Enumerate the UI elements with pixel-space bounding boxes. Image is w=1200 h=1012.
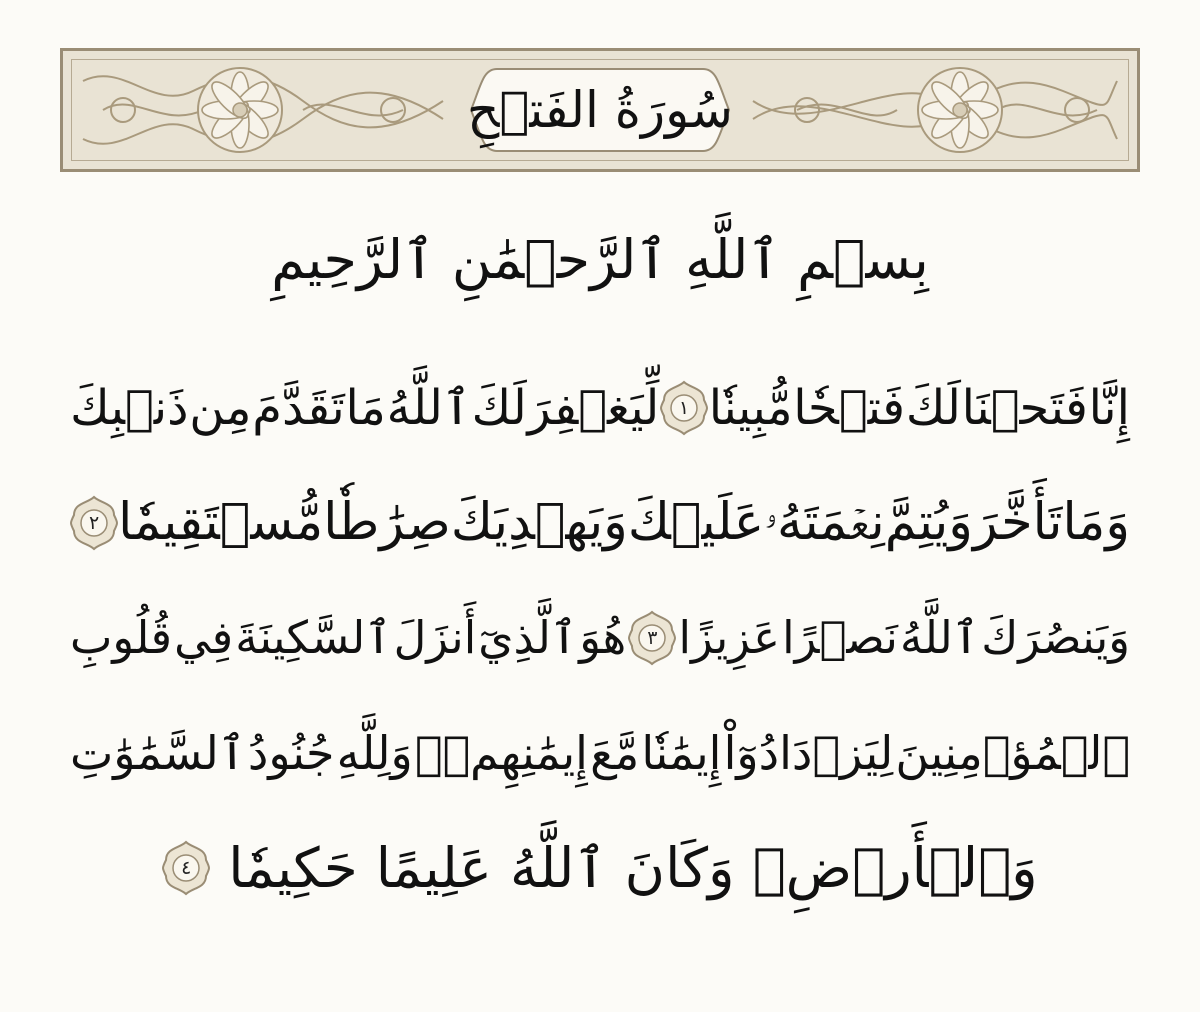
verse-word: جُنُودُ (247, 725, 335, 780)
verse-word: ذَنۢبِكَ (70, 379, 189, 436)
ayah-marker-icon (162, 840, 210, 896)
verse-word: فِي (174, 611, 234, 664)
verse-line (70, 580, 1130, 695)
ayah-marker-icon (660, 380, 708, 436)
verses-block (70, 350, 1130, 925)
surah-title: سُورَةُ الفَتۡحِ (467, 81, 733, 139)
verse-word: عَلِيمًا (375, 835, 492, 900)
ayah-marker-icon (70, 495, 118, 551)
verse-word: نِعۡمَتَهُۥ (764, 492, 885, 552)
verse-word: إِيمَٰنِهِمۡۗ (414, 725, 588, 780)
verse-word: نَصۡرًا (782, 611, 898, 664)
verse-word: مُّبِينٗا (708, 379, 793, 436)
verse-word: ٱللَّهُ (900, 611, 980, 664)
verse-word: مَا (345, 379, 386, 436)
verse-word: ٱلسَّكِينَةَ (235, 611, 392, 664)
verse-word: قُلُوبِ (70, 611, 173, 664)
rosette-icon (918, 68, 1002, 152)
verse-line (70, 465, 1130, 580)
verse-word: هُوَ (579, 611, 627, 664)
verse-word: وَلِلَّهِ (336, 725, 413, 780)
verse-word: مَّعَ (590, 725, 640, 780)
surah-header-frame (60, 48, 1140, 172)
rosette-icon (198, 68, 282, 152)
verse-word: إِيمَٰنٗا (641, 725, 722, 780)
verse-word: وَيَهۡدِيَكَ (450, 493, 628, 552)
verse-word: ٱلۡمُؤۡمِنِينَ (895, 725, 1130, 780)
verse-word: تَقَدَّمَ (252, 379, 345, 436)
verse-word: وَيَنصُرَكَ (981, 611, 1130, 664)
ayah-number: ١ (678, 396, 690, 419)
ayah-number: ٤ (181, 856, 192, 879)
verse-word: وَمَا (1062, 493, 1130, 552)
verse-word: حَكِيمٗا (228, 835, 358, 900)
verse-word: مُّسۡتَقِيمٗا (118, 493, 324, 552)
verse-word: عَلَيۡكَ (627, 493, 765, 552)
verse-word: ٱلَّذِيٓ (478, 611, 578, 664)
ayah-number: ٣ (647, 626, 658, 649)
verse-word: فَتَحۡنَا (961, 379, 1088, 436)
ayah-marker-icon (628, 610, 676, 666)
verse-word: تَأَخَّرَ (973, 493, 1063, 552)
verse-line (70, 695, 1130, 810)
verse-word: صِرَٰطٗا (323, 493, 451, 552)
verse-word: وَكَانَ (624, 835, 735, 900)
verse-word: إِنَّا (1088, 379, 1130, 436)
verse-word: لِّيَغۡفِرَ (527, 379, 660, 436)
verse-word: أَنزَلَ (393, 611, 477, 664)
verse-word: لَكَ (905, 379, 961, 436)
verse-line (70, 810, 1130, 925)
verse-word: مِن (189, 379, 252, 436)
verse-word: وَٱلۡأَرۡضِۚ (752, 835, 1038, 900)
verse-word: ٱللَّهُ (386, 379, 471, 436)
verse-word: لِيَزۡدَادُوٓاْ (723, 725, 894, 780)
verse-word: لَكَ (471, 379, 527, 436)
verse-word: فَتۡحٗا (793, 379, 906, 436)
basmala: بِسۡمِ ٱللَّهِ ٱلرَّحۡمَٰنِ ٱلرَّحِيمِ (271, 228, 929, 291)
verse-line (70, 350, 1130, 465)
verse-word: ٱلسَّمَٰوَٰتِ (70, 725, 246, 780)
verse-word: عَزِيزًا (678, 611, 780, 664)
ayah-number: ٢ (88, 511, 100, 534)
verse-word: ٱللَّهُ (509, 835, 607, 900)
verse-word: وَيُتِمَّ (884, 493, 973, 552)
